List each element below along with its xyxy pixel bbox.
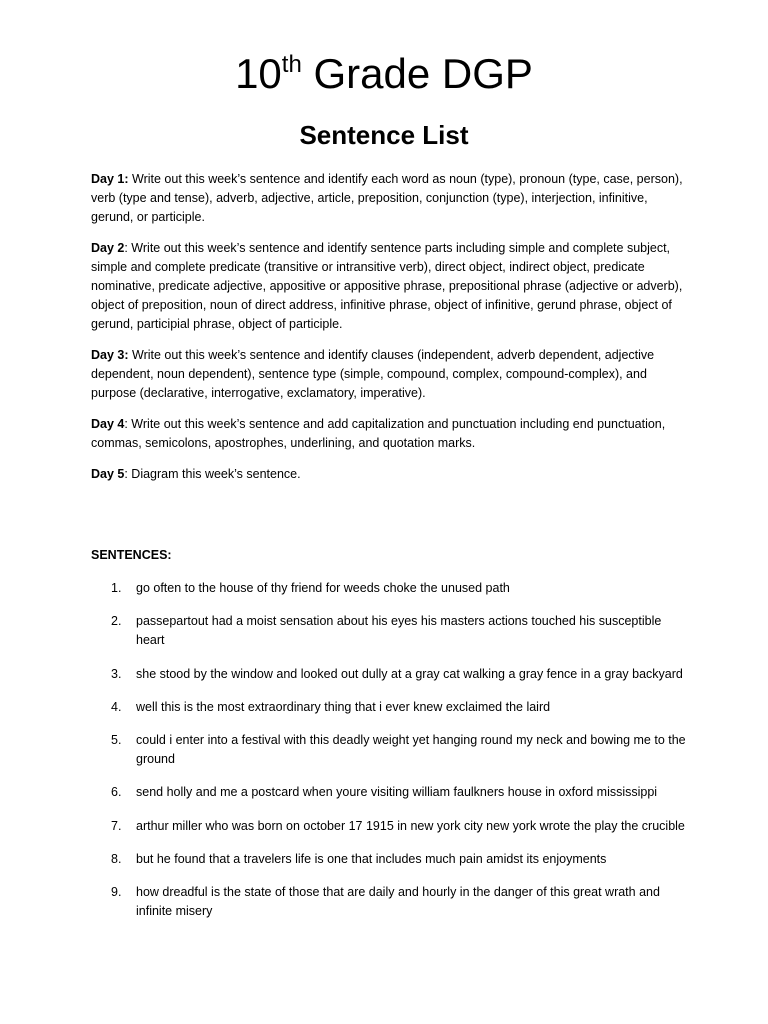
list-item xyxy=(91,579,691,598)
day-label: Day 4 xyxy=(91,417,125,431)
sentence-list xyxy=(91,579,691,936)
item-number: 6. xyxy=(111,785,122,800)
day-5-instruction xyxy=(91,465,691,484)
item-number: 3. xyxy=(111,666,122,681)
day-label: Day 2 xyxy=(91,241,125,255)
item-number: 8. xyxy=(111,852,122,867)
list-item xyxy=(91,817,691,836)
item-text: passepartout had a moist sensation about his eyes his masters actions touched his susceptible heart xyxy=(136,614,662,648)
list-item xyxy=(91,850,691,869)
item-number: 9. xyxy=(111,885,122,900)
title-superscript: th xyxy=(281,51,302,78)
day-4-instruction xyxy=(91,415,691,453)
item-text: go often to the house of thy friend for weeds choke the unused path xyxy=(136,581,510,595)
day-1-instruction xyxy=(91,170,691,227)
day-text: Write out this week’s sentence and identify each word as noun (type), pronoun (type, case, person), verb (type and tense), adverb, adjective, article, preposition, conjunction (type), interjection, infinitive, gerund, or participle. xyxy=(91,172,683,224)
day-label: Day 1: xyxy=(91,172,129,186)
title-number: 10 xyxy=(235,50,282,97)
list-item xyxy=(91,731,691,769)
title-text: Grade DGP xyxy=(301,50,533,97)
item-number: 4. xyxy=(111,699,122,714)
day-2-instruction xyxy=(91,239,691,334)
sentences-heading: SENTENCES: xyxy=(91,548,172,562)
item-number: 2. xyxy=(111,614,122,629)
day-text: : Write out this week’s sentence and add capitalization and punctuation including end punctuation, commas, semicolons, apostrophes, underlining, and quotation marks. xyxy=(91,417,666,450)
item-text: could i enter into a festival with this deadly weight yet hanging round my neck and bowing me to the ground xyxy=(136,733,686,767)
list-item xyxy=(91,698,691,717)
item-text: how dreadful is the state of those that are daily and hourly in the danger of this great wrath and infinite misery xyxy=(136,885,660,919)
day-text: Write out this week’s sentence and identify clauses (independent, adverb dependent, adjective dependent, noun dependent), sentence type (simple, compound, complex, compound-complex), and purpose (declarative, interrogative, exclamatory, imperative). xyxy=(91,348,655,400)
day-3-instruction xyxy=(91,346,691,403)
item-text: she stood by the window and looked out dully at a gray cat walking a gray fence in a gray backyard xyxy=(136,666,683,681)
list-item xyxy=(91,783,691,802)
item-number: 7. xyxy=(111,818,122,833)
item-text: but he found that a travelers life is one that includes much pain amidst its enjoyments xyxy=(136,852,607,867)
list-item xyxy=(91,612,691,650)
page-subtitle: Sentence List xyxy=(299,120,469,150)
item-number: 1. xyxy=(111,581,122,595)
page-title xyxy=(0,50,768,98)
list-item xyxy=(91,883,691,921)
day-text: : Write out this week’s sentence and identify sentence parts including simple and complete subject, simple and complete predicate (transitive or intransitive verb), direct object, indirect object, predicate nominative, predicate adjective, appositive or appositive phrase, prepositional phrase (adjective or adverb), object of preposition, noun of direct address, infinitive phrase, object of infinitive, gerund phrase, object of gerund, participial phrase, object of participle. xyxy=(91,241,683,331)
item-text: well this is the most extraordinary thing that i ever knew exclaimed the laird xyxy=(136,699,551,714)
day-text: : Diagram this week’s sentence. xyxy=(124,467,301,481)
day-instructions xyxy=(91,170,691,496)
item-number: 5. xyxy=(111,733,122,748)
item-text: send holly and me a postcard when youre visiting william faulkners house in oxford mississippi xyxy=(136,785,658,800)
item-text: arthur miller who was born on october 17 1915 in new york city new york wrote the play the crucible xyxy=(136,818,685,833)
day-label: Day 3: xyxy=(91,348,129,362)
day-label: Day 5 xyxy=(91,467,125,481)
list-item xyxy=(91,665,691,684)
